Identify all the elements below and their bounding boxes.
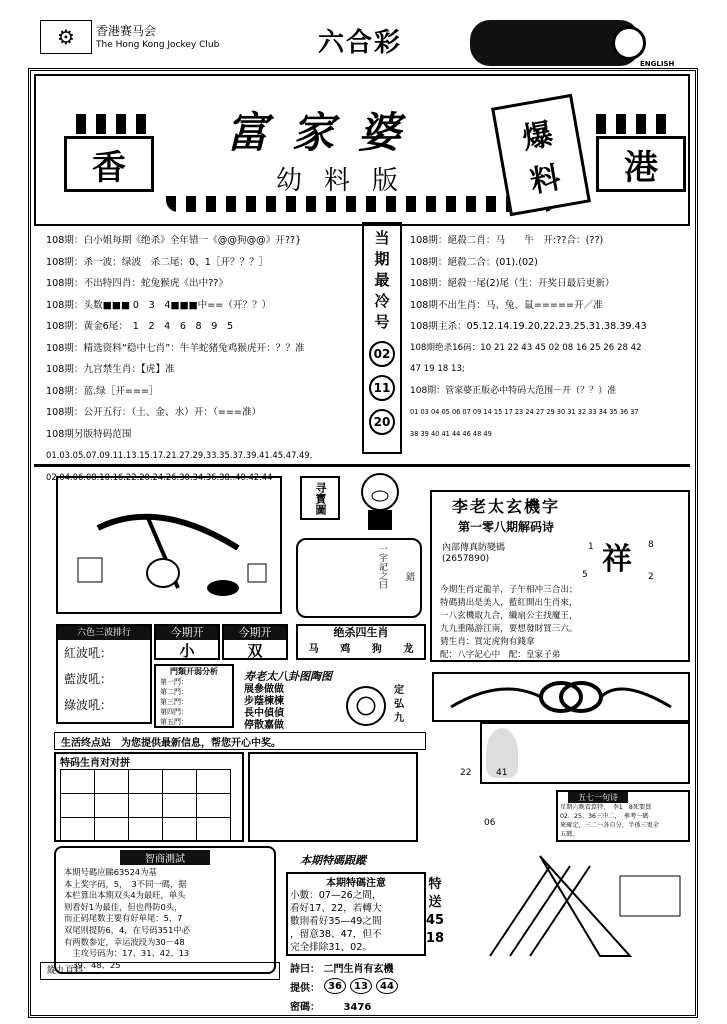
slip-center: 一字記之曰 [377,544,387,589]
number-ball: 20 [369,409,395,435]
coldest-title-char: 当 [374,229,390,247]
tema-side-item: 45 [426,913,445,928]
poem-box-line: 02．25、36三中二， 參考一碼 [560,813,649,820]
burst-char-1: 爆 [519,116,556,157]
slip-left: 錯 [406,573,416,583]
bagua-lines [244,684,284,732]
wave-title: 六色三波排行 [58,626,150,640]
right-line: 108期不出生肖：马、兔、鼠=====开／准 [410,299,603,311]
provide-ball: 44 [376,978,398,994]
kill-item: 马 [308,644,319,655]
pig-mascot [340,470,420,532]
tema-box [286,872,426,956]
right-line: 108期主杀：05.12.14.19.20.22.23.25.31.38.39.43 [410,321,647,332]
bagua-side-char: 九 [394,713,404,724]
kill-four-items [298,640,424,655]
wave-box [56,624,152,724]
bagua-side-char: 定 [394,685,404,696]
tema-side-item: 18 [426,931,445,946]
tema-lines [288,889,424,954]
zodiac-grid-box [54,752,244,842]
right-line: 38 39 40 41 44 46 48 49 [410,429,492,438]
jiema-phone: (2657890) [442,554,490,564]
woman-box [460,722,690,784]
strong-weak-title: 門類开弱分析 [170,667,218,676]
wave-list [58,640,150,718]
jiema-author: 內部傳真防變碼 [442,543,506,553]
kill-item: 龙 [403,644,414,655]
bagua-side [394,684,404,726]
zodiac-grid [60,769,231,842]
poem-line: 特碼猜出是美人，藍紅開出生肖來， [440,598,578,608]
tema-side-item: 送 [428,895,442,910]
info-bar-right: 为您提供最新信息，帮您开心中奖。 [121,737,281,749]
right-line: 01 03 04 05 06 07 09 14 15 17 23 24 27 29 30 31 32 33 34 35 36 37 [410,408,639,416]
banner-title: 富家婆 [226,108,425,157]
ring-decoration [432,672,690,722]
jiema-subtitle: 第一零八期解码诗 [458,520,555,534]
gate-row: 第五門： [160,718,188,726]
gate-row: 第一門： [160,678,188,686]
zodiac-grid-title: 特码生肖对对拼 [60,758,130,769]
coldest-title-char: 期 [374,250,390,268]
tema-line: ，留意38、47，但不 [290,929,382,940]
banner-subtitle: 幼料版 [276,166,421,196]
left-line: 108期：杀一波：绿波 杀二尾：0、1［开？？？］ [46,256,269,268]
tema-line: 完全排除31、02。 [290,942,372,953]
treasure-illustration [58,478,280,612]
number-ball: 02 [369,341,395,367]
smart-test-title: 智商測試 [120,850,210,865]
middle-notes [248,752,418,842]
sticks-illustration [460,846,690,972]
wave-item: 藍波吼： [64,672,113,686]
tema-head: 本期特碼注意 [326,878,386,889]
rings-icon [441,677,681,717]
smart-line: 本栏算出本期双头4为最旺，单头 [64,890,186,901]
poem-line: 配：八字記心中 配：皇家子弟 [440,650,561,660]
jiema-box [430,490,690,662]
coldest-title-char: 冷 [374,292,390,310]
open-left-title: 今期开 [156,626,218,640]
right-line: 47 19 18 13; [410,364,465,374]
scroll-slip [296,538,422,618]
jiema-num: 1 [588,542,594,552]
kill-item: 鸡 [340,644,351,655]
tema-line: 小數：07—26之間， [290,890,382,901]
poem-box-title: 五七一句诗 [568,792,628,803]
smart-line: 而正码尾数主要有好单尾：5，7 [64,913,183,924]
info-bar [54,732,426,750]
coldest-number-box [362,222,402,454]
tema-provide [290,978,398,994]
open-right-value: 双 [247,642,263,660]
left-line: 108期：头数■■■ 0 3 4■■■中==（开？？） [46,299,272,311]
tema-poem-text: 二門生肖有玄機 [323,964,394,975]
kill-four-box [296,624,426,660]
left-line: 108期：九宫禁生肖：【虎】准 [46,364,175,375]
section-divider [34,464,690,467]
open-right-title: 今期开 [224,626,286,640]
tema-line: 看好17、22，若轉大 [290,903,382,914]
tema-poem-label: 詩曰： [290,964,320,975]
coldest-title-char: 号 [374,313,390,331]
poem-box-line: 星期六晚看算特， 李1 8死要買 [560,804,652,811]
coldest-title [364,228,400,333]
bagua-line: 步蔭楝楝 [244,696,284,707]
jiema-poem [440,584,686,662]
smart-line: 39、48、25 [64,959,121,970]
english-link[interactable]: ENGLISH [640,60,675,68]
open-box-right [222,624,288,660]
poem-line: 猜生肖：買定虎狗有錢拿 [440,637,535,647]
poem-box-line: 來確定，三二一各自分，半孫三更全 [560,822,659,829]
smart-line: 则看好1为最佳，但也得防0头， [64,901,183,912]
strong-weak-box [154,664,234,728]
poem-box-line: 五碼。 [560,831,579,838]
left-predictions [46,230,358,488]
right-line: 108期：絕殺一尾(2)尾（生：开奖日最后更新） [410,278,615,289]
left-line: 108期：精选资料“稳中七肖”：牛羊蛇猪兔鸡猴虎开：？？准 [46,342,305,354]
burst-char-2: 料 [527,160,564,200]
jiema-title: 李老太玄機字 [452,497,561,516]
bagua-line: 停散嘉做 [244,720,284,731]
right-predictions [410,230,690,445]
tema-line: 數則看好35—49之間 [290,916,382,927]
tema-code [290,998,371,1013]
info-bar-left: 生活终点站 [61,737,111,749]
wave-item: 紅波吼： [64,646,113,660]
right-line: 108期：絕殺二肖：马 牛 开:??合：(??) [410,235,604,246]
smart-test-box [54,846,276,974]
kill-four-title: 绝杀四生肖 [333,626,389,639]
provide-ball: 36 [324,978,346,994]
wave-item: 綠波吼： [64,698,113,712]
bagua-line: 展參做做 [244,684,284,695]
right-line: 108期绝杀16码：10 21 22 43 45 02 08 16 25 26 28 42 [410,342,642,353]
bagua-title: 寿老太八卦图陶图 [244,670,332,683]
open-left-value: 小 [179,642,195,660]
gate-row: 第三門： [160,698,188,706]
provide-ball: 13 [350,978,372,994]
poem-line: 一八玄機取九合，纖扇公主找魔王， [440,611,578,621]
yin-yang-icon [346,686,386,726]
jiema-char: 祥 [602,542,632,577]
org-name-en: The Hong Kong Jockey Club [96,40,220,50]
bottom-strip: 縱九頁料 [40,962,280,980]
smart-line: 有两数参定，幸运波段为30－48 [64,936,185,947]
left-line: 108期：不出特四肖：蛇兔猴虎《出中??》 [46,278,228,289]
coldest-title-char: 最 [374,271,390,289]
right-line: 108期：管家婆正版必中特码大范围－开（？？）准 [410,385,617,396]
bagua-side-char: 弘 [394,699,404,710]
left-char-box: 香 [64,136,154,192]
smart-line: 本上奖字码，5， 3不同一碼，据 [64,878,187,889]
bagua-line: 長中偵偵 [244,708,284,719]
tema-code-label: 密碼： [290,1002,320,1013]
left-line: 01.03.05.07.09.11.13.15.17.21.27.29.33.35.37.39.41.45.47.49. [46,450,313,460]
smart-line: 主攻号码为：17、31、42、13 [64,948,190,959]
woman-num: 22 [460,768,472,778]
right-line: 108期：絕殺二合：(01).(02) [410,256,538,268]
org-name-cn: 香港赛马会 [96,24,157,38]
number-ball: 11 [369,375,395,401]
tema-side-item: 特 [428,877,442,892]
open-box-left [154,624,220,660]
pig-mascot-icon [340,470,420,532]
sticks-icon [460,846,690,972]
smart-line: 双尾则提防6，4，在号码351中必 [64,924,190,935]
tema-code-value: 3476 [343,1002,372,1013]
page-title: 六合彩 [318,28,403,58]
left-line: 108期：白小姐每期《绝杀》全年错一《@@狗@@》开??} [46,235,302,246]
woman-num: 06 [484,818,496,828]
gate-row: 第四門： [160,708,188,716]
tema-title: 本期特碼跟蹤 [300,854,366,867]
poem-box [556,790,690,842]
tema-poem [290,960,393,975]
kill-item: 狗 [371,644,382,655]
left-line: 108期：黄金6尾： 1 2 4 6 8 9 5 [46,321,234,332]
left-line: 108期：公开五行：（土、金、水）开：（===准） [46,407,262,418]
jiema-num: 8 [648,540,654,550]
gate-row: 第二門： [160,688,188,696]
jiema-num: 2 [648,572,654,582]
treasure-picture [56,476,282,614]
left-line: 108期：蓝.绿［开===］ [46,385,159,397]
left-line: 108期另版特码范围 [46,428,132,440]
poem-line: 九九重陽游江南，要想發財買三六。 [440,624,578,634]
left-ribbon [76,114,156,134]
smart-test-lines [56,867,274,971]
left-line: 02.04.06.08.10.16.22.20.24.26.30.34.36.38..40.42.44 [46,471,273,482]
tema-side [426,876,444,948]
header-circle-logo [612,26,646,60]
right-ribbon [596,114,676,134]
smart-line: 本期号碼应睇63524为基 [64,867,157,877]
fan-decoration [166,196,556,212]
poem-box-lines [558,803,688,839]
right-char-box: 港 [596,136,686,192]
poem-line: 今期生肖定龍羊，子午相冲三合出； [440,585,578,595]
woman-num: 41 [496,768,508,778]
strong-weak-rows [156,677,232,727]
treasure-label: 寻寳圖 [300,476,340,520]
jockey-club-logo: ⚙ [40,20,92,54]
tema-provide-label: 提供： [290,982,320,994]
jiema-num: 5 [582,570,588,580]
